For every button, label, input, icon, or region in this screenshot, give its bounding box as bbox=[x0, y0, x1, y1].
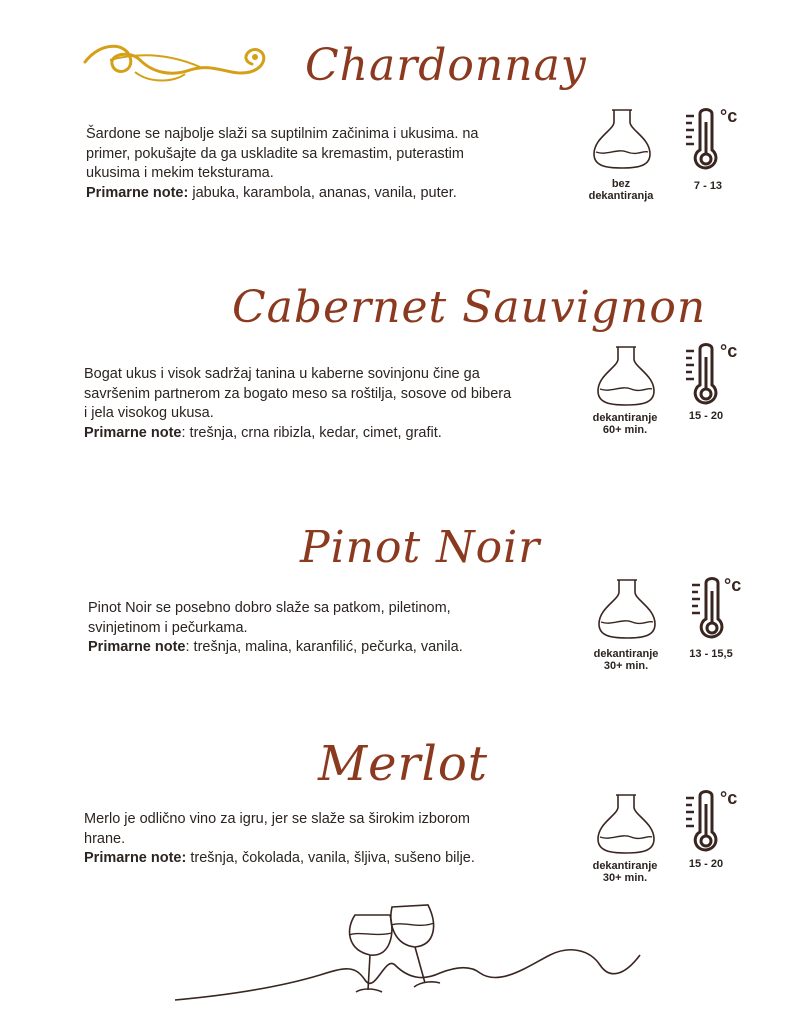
decant-label bbox=[570, 412, 680, 436]
thermometer-icon bbox=[682, 790, 752, 855]
notes-text: : trešnja, malina, karanfilić, pečurka, vanila. bbox=[185, 639, 463, 655]
ornament-swirl-icon bbox=[80, 32, 280, 92]
decanter-icon bbox=[592, 108, 652, 170]
wine-title-cabernet-sauvignon: Cabernet Sauvignon bbox=[232, 282, 707, 333]
wine-description-pinot-noir bbox=[88, 599, 518, 658]
notes-label: Primarne note: bbox=[86, 184, 189, 201]
thermometer-icon bbox=[688, 577, 758, 642]
notes-text: : trešnja, crna ribizla, kedar, cimet, grafit. bbox=[181, 424, 442, 441]
notes-text: trešnja, čokolada, vanila, šljiva, sušeno bilje. bbox=[186, 850, 475, 866]
notes-text: jabuka, karambola, ananas, vanila, puter. bbox=[188, 184, 457, 201]
decanter-icon bbox=[596, 345, 656, 407]
description-text: Bogat ukus i visok sadržaj tanina u kaberne sovinjonu čine ga savršenim partnerom za bogato meso sa roštilja, sosove od bibera i jela visokog ukusa. bbox=[84, 366, 512, 421]
description-text: Pinot Noir se posebno dobro slaže sa patkom, piletinom, svinjetinom i pečurkama. bbox=[88, 600, 451, 636]
decanter-icon bbox=[596, 793, 656, 855]
temp-range: 15 - 20 bbox=[688, 858, 724, 870]
decant-line2: 60+ min. bbox=[602, 424, 648, 436]
temp-unit: °c bbox=[720, 341, 738, 361]
decant-label bbox=[570, 860, 680, 884]
decant-line1: dekantiranje bbox=[592, 860, 658, 872]
description-text: Šardone se najbolje slaži sa suptilnim začinima i ukusima. na primer, pokušajte da ga uskladite sa kremastim, puterastim ukusima i mekim teksturama. bbox=[86, 126, 479, 181]
description-text: Merlo je odlično vino za igru, jer se slaže sa širokim izborom hrane. bbox=[84, 811, 471, 847]
decant-label bbox=[566, 178, 676, 202]
wine-description-cabernet bbox=[84, 365, 514, 443]
decant-label bbox=[571, 648, 681, 672]
temp-unit: °c bbox=[720, 106, 738, 126]
temp-unit: °c bbox=[724, 575, 742, 595]
temp-range: 7 - 13 bbox=[693, 180, 723, 192]
notes-label: Primarne note: bbox=[84, 850, 187, 866]
decant-line1: dekantiranje bbox=[593, 648, 659, 660]
decant-line2: 30+ min. bbox=[603, 660, 649, 672]
thermometer-icon bbox=[682, 343, 752, 408]
wine-title-pinot-noir: Pinot Noir bbox=[300, 522, 541, 573]
decant-line2: dekantiranja bbox=[588, 190, 654, 202]
wine-glasses-toast-icon bbox=[170, 895, 650, 1005]
thermometer-icon bbox=[682, 108, 752, 173]
wine-description-merlot bbox=[84, 810, 514, 869]
temp-range: 15 - 20 bbox=[688, 410, 724, 422]
decanter-icon bbox=[597, 578, 657, 640]
notes-label: Primarne note bbox=[88, 639, 186, 655]
wine-description-chardonnay bbox=[86, 125, 516, 203]
decant-line1: bez bbox=[611, 178, 631, 190]
temp-unit: °c bbox=[720, 788, 738, 808]
wine-title-merlot: Merlot bbox=[318, 736, 489, 792]
temp-range: 13 - 15,5 bbox=[689, 648, 733, 660]
decant-line2: 30+ min. bbox=[602, 872, 648, 884]
notes-label: Primarne note bbox=[84, 424, 182, 441]
wine-title-chardonnay: Chardonnay bbox=[305, 40, 587, 91]
decant-line1: dekantiranje bbox=[592, 412, 658, 424]
